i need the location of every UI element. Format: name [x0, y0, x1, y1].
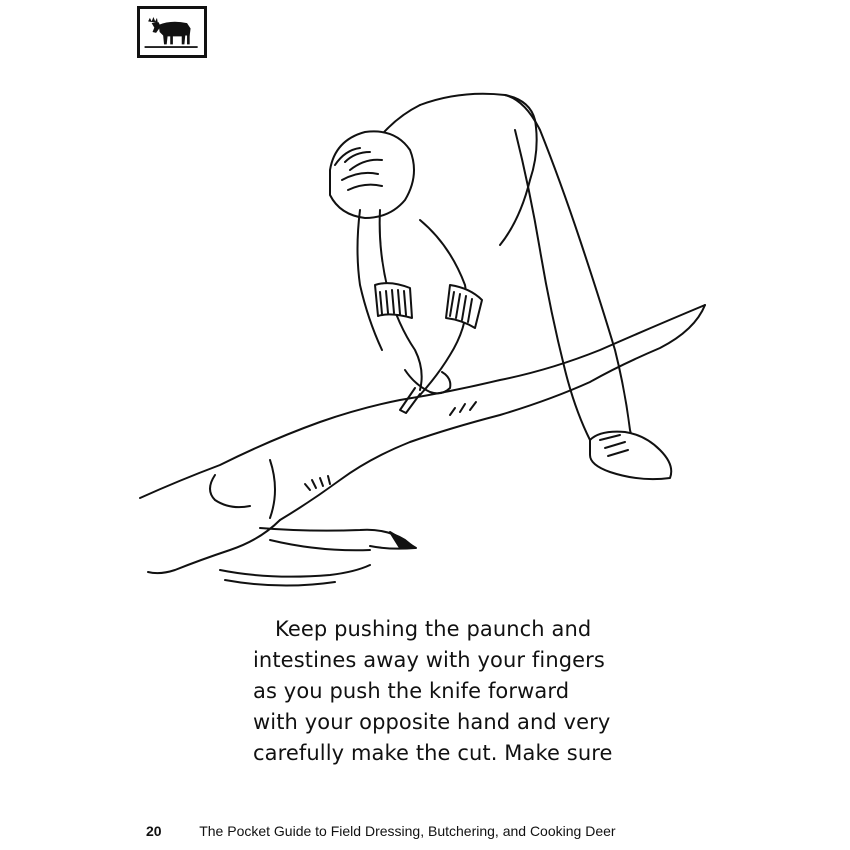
body-line: as you push the knife forward	[253, 679, 570, 703]
body-line: carefully make the cut. Make sure	[253, 741, 613, 765]
body-line: Keep pushing the paunch and	[275, 617, 592, 641]
running-title: The Pocket Guide to Field Dressing, Butchering, and Cooking Deer	[199, 823, 616, 839]
page-footer	[146, 823, 786, 839]
moose-badge	[137, 6, 207, 58]
hunter-field-dressing-deer-illustration	[120, 70, 720, 600]
body-paragraph	[253, 614, 673, 769]
field-dressing-illustration	[120, 70, 720, 600]
body-line: with your opposite hand and very	[253, 710, 611, 734]
moose-silhouette-icon	[140, 9, 204, 55]
page-number: 20	[146, 823, 162, 839]
body-line: intestines away with your fingers	[253, 648, 605, 672]
